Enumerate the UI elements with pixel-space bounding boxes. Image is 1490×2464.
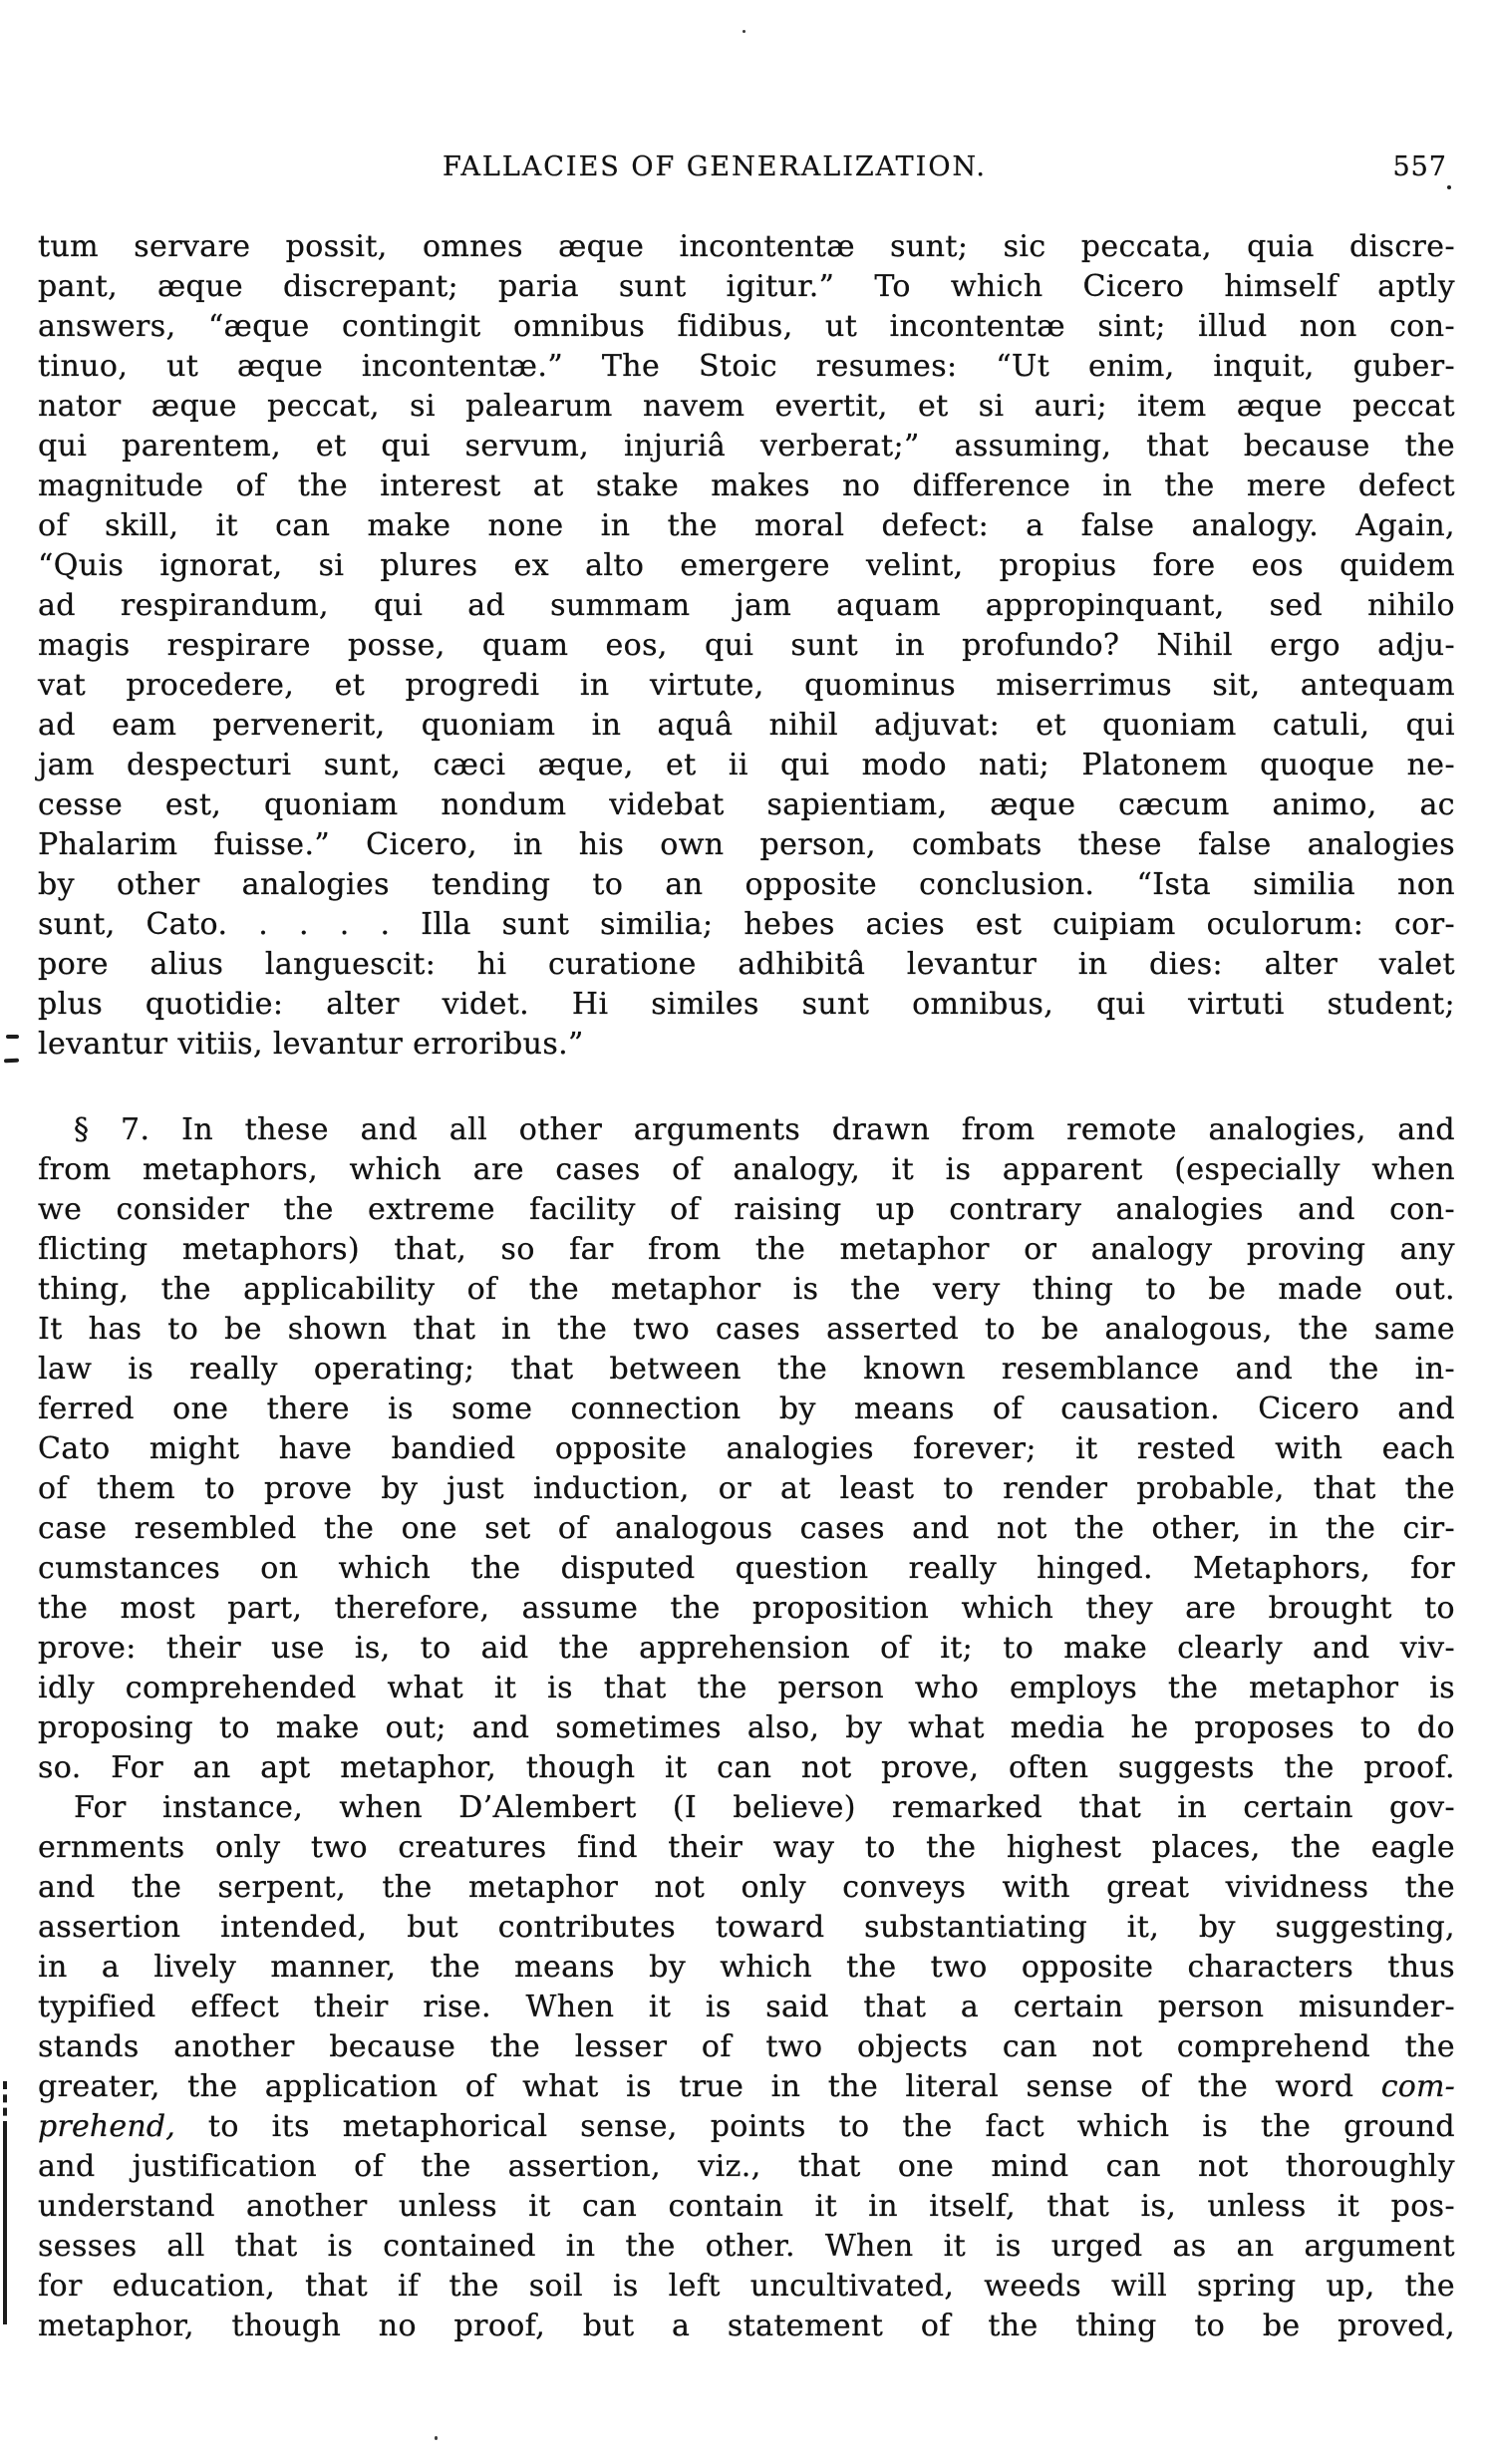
text-line: tum servare possit, omnes æque incontentæ sunt; sic peccata, quia discre- bbox=[38, 229, 1455, 264]
text-line: nator æque peccat, si palearum navem evertit, et si auri; item æque peccat bbox=[38, 389, 1455, 424]
text-line: tinuo, ut æque incontentæ.” The Stoic resumes: “Ut enim, inquit, guber- bbox=[38, 349, 1455, 384]
text-line: qui parentem, et qui servum, injuriâ verberat;” assuming, that because the bbox=[38, 429, 1455, 463]
text-line: stands another because the lesser of two objects can not comprehend the bbox=[38, 2029, 1455, 2064]
text-line: pant, æque discrepant; paria sunt igitur.” To which Cicero himself aptly bbox=[38, 269, 1455, 304]
text-line: law is really operating; that between the known resemblance and the in- bbox=[38, 1352, 1455, 1386]
text-line: idly comprehended what it is that the person who employs the metaphor is bbox=[38, 1671, 1455, 1705]
text-line: “Quis ignorat, si plures ex alto emergere velint, propius fore eos quidem bbox=[38, 548, 1455, 583]
paragraph bbox=[38, 1110, 1455, 1788]
text-line: vat procedere, et progredi in virtute, quominus miserrimus sit, antequam bbox=[38, 668, 1455, 703]
text-line: cumstances on which the disputed question really hinged. Metaphors, for bbox=[38, 1551, 1455, 1586]
text-line: cesse est, quoniam nondum videbat sapientiam, æque cæcum animo, ac bbox=[38, 787, 1455, 822]
paragraph bbox=[38, 1788, 1455, 2346]
text-line: levantur vitiis, levantur erroribus.” bbox=[38, 1027, 584, 1062]
text-line: thing, the applicability of the metaphor is the very thing to be made out. bbox=[38, 1272, 1455, 1307]
text-line: case resembled the one set of analogous cases and not the other, in the cir- bbox=[38, 1511, 1455, 1546]
text-line: answers, “æque contingit omnibus fidibus, ut incontentæ sint; illud non con- bbox=[38, 309, 1455, 344]
text-line: of skill, it can make none in the moral defect: a false analogy. Again, bbox=[38, 508, 1455, 543]
text-line: jam despecturi sunt, cæci æque, et ii qui modo nati; Platonem quoque ne- bbox=[38, 748, 1455, 782]
text-line: and the serpent, the metaphor not only conveys with great vividness the bbox=[38, 1870, 1455, 1905]
text-line: understand another unless it can contain it in itself, that is, unless it pos- bbox=[38, 2189, 1455, 2224]
text-line: Cato might have bandied opposite analogies forever; it rested with each bbox=[38, 1431, 1455, 1466]
text-line: plus quotidie: alter videt. Hi similes sunt omnibus, qui virtuti student; bbox=[38, 987, 1455, 1022]
text-line: sunt, Cato. . . . . Illa sunt similia; hebes acies est cuipiam oculorum: cor- bbox=[38, 907, 1455, 942]
text-line: pore alius languescit: hi curatione adhibitâ levantur in dies: alter valet bbox=[38, 947, 1455, 982]
text-line: for education, that if the soil is left uncultivated, weeds will spring up, the bbox=[38, 2269, 1455, 2304]
text-line: § 7. In these and all other arguments drawn from remote analogies, and bbox=[74, 1112, 1455, 1147]
text-line: Phalarim fuisse.” Cicero, in his own person, combats these false analogies bbox=[38, 827, 1455, 862]
scan-artifact-speck bbox=[743, 30, 745, 33]
text-line: flicting metaphors) that, so far from the metaphor or analogy proving any bbox=[38, 1232, 1455, 1267]
text-line: and justification of the assertion, viz., that one mind can not thoroughly bbox=[38, 2149, 1455, 2184]
scan-artifact-speck bbox=[435, 2436, 438, 2440]
scan-artifact-dash bbox=[6, 1035, 19, 1039]
text-line: assertion intended, but contributes toward substantiating it, by suggesting, bbox=[38, 1910, 1455, 1945]
text-line: ferred one there is some connection by means of causation. Cicero and bbox=[38, 1391, 1455, 1426]
text-line: magis respirare posse, quam eos, qui sunt in profundo? Nihil ergo adju- bbox=[38, 628, 1455, 663]
text-line: metaphor, though no proof, but a statement of the thing to be proved, bbox=[38, 2309, 1455, 2343]
text-line: magnitude of the interest at stake makes no difference in the mere defect bbox=[38, 468, 1455, 503]
text-line: of them to prove by just induction, or at least to render probable, that the bbox=[38, 1471, 1455, 1506]
text-block bbox=[38, 227, 1455, 2346]
page-number: 557 bbox=[1392, 152, 1447, 182]
text-line: It has to be shown that in the two cases asserted to be analogous, the same bbox=[38, 1312, 1455, 1347]
scan-artifact-speck bbox=[1447, 185, 1451, 189]
text-line: ad respirandum, qui ad summam jam aquam appropinquant, sed nihilo bbox=[38, 588, 1455, 623]
text-line: we consider the extreme facility of raising up contrary analogies and con- bbox=[38, 1192, 1455, 1227]
text-line: ad eam pervenerit, quoniam in aquâ nihil adjuvat: et quoniam catuli, qui bbox=[38, 708, 1455, 743]
scan-artifact-vertical-line bbox=[3, 2129, 7, 2324]
text-line: prove: their use is, to aid the apprehension of it; to make clearly and viv- bbox=[38, 1631, 1455, 1666]
text-line: in a lively manner, the means by which the two opposite characters thus bbox=[38, 1950, 1455, 1985]
text-line: greater, the application of what is true in the literal sense of the word com- bbox=[38, 2069, 1455, 2104]
text-line: from metaphors, which are cases of analogy, it is apparent (especially when bbox=[38, 1152, 1455, 1187]
text-line: typified effect their rise. When it is said that a certain person misunder- bbox=[38, 1990, 1455, 2024]
text-line: proposing to make out; and sometimes also, by what media he proposes to do bbox=[38, 1710, 1455, 1745]
running-head bbox=[38, 148, 1455, 187]
text-line: sesses all that is contained in the other. When it is urged as an argument bbox=[38, 2229, 1455, 2264]
text-line: the most part, therefore, assume the proposition which they are brought to bbox=[38, 1591, 1455, 1626]
text-line: ernments only two creatures find their way to the highest places, the eagle bbox=[38, 1830, 1455, 1865]
text-line: For instance, when D’Alembert (I believe) remarked that in certain gov- bbox=[74, 1790, 1455, 1825]
scan-artifact-vertical-line bbox=[3, 2081, 7, 2129]
text-line: by other analogies tending to an opposite conclusion. “Ista similia non bbox=[38, 867, 1455, 902]
text-line: prehend, to its metaphorical sense, points to the fact which is the ground bbox=[38, 2109, 1455, 2144]
page-header-title: FALLACIES OF GENERALIZATION. bbox=[443, 152, 987, 182]
text-line: so. For an apt metaphor, though it can not prove, often suggests the proof. bbox=[38, 1750, 1455, 1785]
paragraph bbox=[38, 227, 1455, 1065]
scan-artifact-dash bbox=[4, 1059, 19, 1064]
